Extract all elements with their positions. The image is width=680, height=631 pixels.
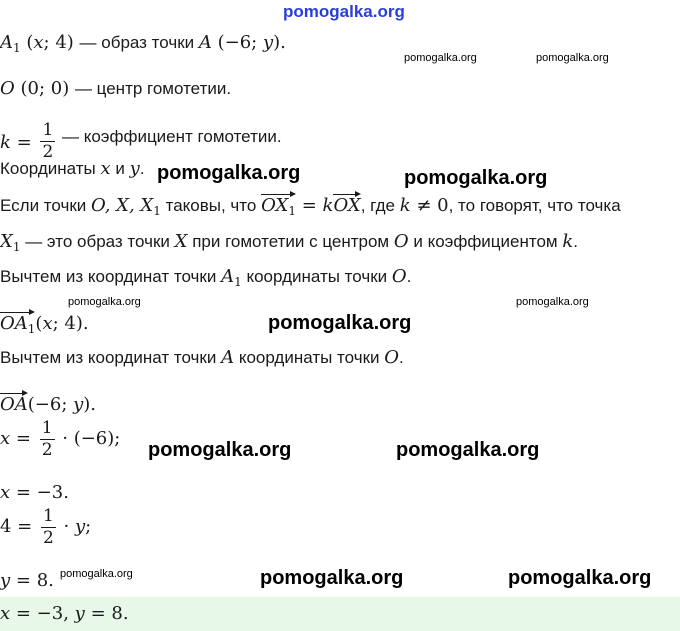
text: — центр гомотетии. (74, 79, 232, 98)
line-coefficient-text (62, 127, 282, 147)
text: таковы, что (165, 196, 257, 215)
watermark: pomogalka.org (516, 296, 589, 308)
line-vector-oa: OA(−6; y). (0, 394, 97, 415)
line-center: O (0; 0) — центр гомотетии. (0, 78, 232, 99)
text: Координаты (0, 159, 96, 178)
watermark: pomogalka.org (68, 296, 141, 308)
line-definition: Если точки O, X, $X_1$ таковы, что $OX_1$ = kOX, где k ≠ 0, то говорят, что точка (0, 195, 621, 218)
line-definition-2: $X_1$ — это образ точки X при гомотетии с центром O и коэффициентом k. (0, 231, 579, 254)
watermark: pomogalka.org (536, 52, 609, 64)
watermark: pomogalka.org (157, 162, 301, 184)
watermark: pomogalka.org (268, 312, 412, 334)
watermark: pomogalka.org (404, 52, 477, 64)
watermark: pomogalka.org (404, 167, 548, 189)
text: Вычтем из координат точки (0, 267, 217, 286)
line-image-point: $A_1$ (x; 4) — образ точки A (−6; y). (0, 32, 286, 55)
watermark: pomogalka.org (396, 439, 540, 461)
text: Если точки (0, 196, 87, 215)
watermark: pomogalka.org (148, 439, 292, 461)
watermark: pomogalka.org (260, 567, 404, 589)
line-subtract-a: Вычтем из координат точки A координаты точки O. (0, 347, 404, 368)
watermark: pomogalka.org (508, 567, 652, 589)
text: координаты точки (246, 267, 388, 286)
line-subtract-a1: Вычтем из координат точки $A_1$ координаты точки O. (0, 266, 412, 289)
text: и (115, 159, 125, 178)
result-x: x = −3. (0, 482, 69, 503)
line-coefficient: k = $\frac{1}{2}$ (0, 120, 54, 162)
text: — это образ точки (25, 232, 170, 251)
equation-x: x = $\frac{1}{2}$ · (−6); (0, 418, 121, 460)
equation-y: 4 = $\frac{1}{2}$ · y; (0, 506, 92, 548)
text: при гомотетии с центром (192, 232, 390, 251)
text: и коэффициентом (413, 232, 558, 251)
text: координаты точки (238, 348, 380, 367)
text: , то говорят, что точка (448, 196, 621, 215)
watermark-top: pomogalka.org (283, 2, 405, 21)
line-coordinates: Координаты x и y. (0, 158, 145, 179)
answer-text: x = −3, y = 8. (0, 603, 129, 624)
text: , где (360, 196, 395, 215)
result-y: y = 8. (0, 570, 54, 591)
text: — коэффициент гомотетии. (62, 127, 282, 146)
line-vector-oa1: $OA_1(x$; 4). (0, 313, 89, 336)
text: — образ точки (79, 33, 195, 52)
text: Вычтем из координат точки (0, 348, 217, 367)
answer-box (0, 597, 680, 631)
watermark: pomogalka.org (60, 568, 133, 580)
